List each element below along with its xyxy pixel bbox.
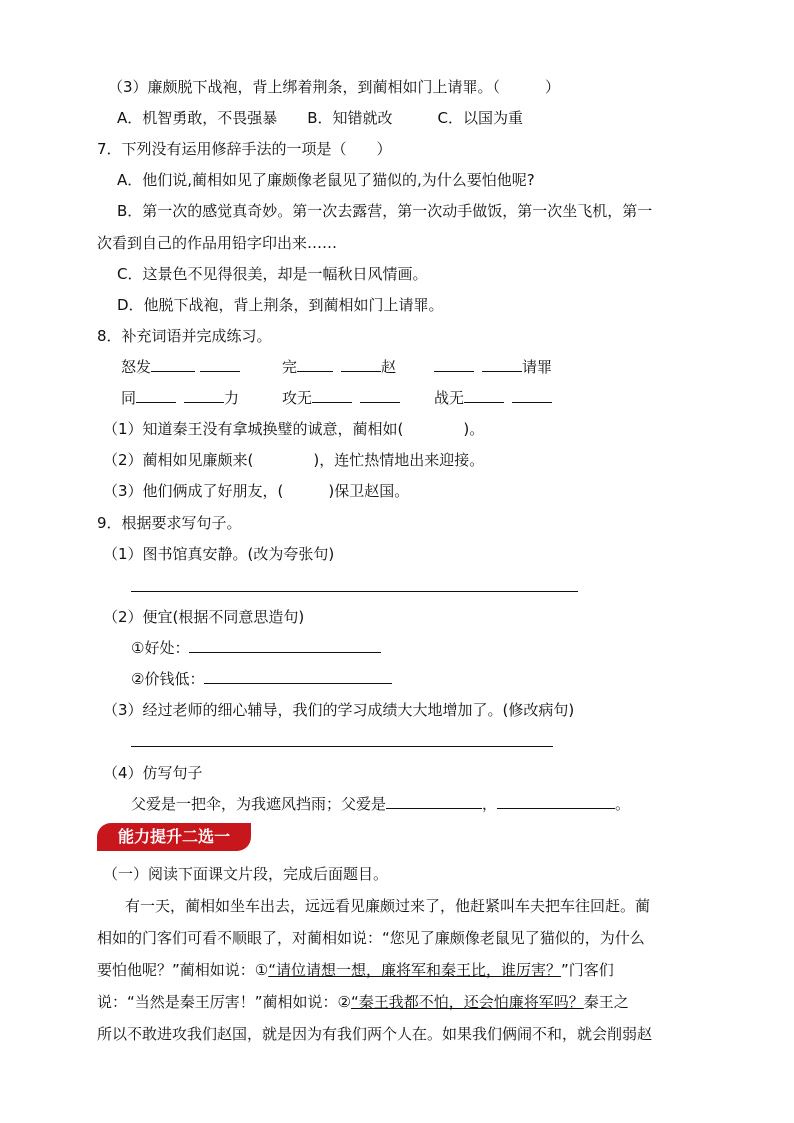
passage-line-1: 有一天，蔺相如坐车出去，远远看见廉颇过来了，他赶紧叫车夫把车往回赶。蔺 [125,897,651,915]
label-haochu: ①好处： [131,639,190,657]
blank[interactable] [136,388,176,403]
q9-imitation [131,794,630,814]
label-jiaqiandi: ②价钱低： [131,670,205,688]
underlined-sentence-1: “请位请想一想，廉将军和秦王比，谁厉害？ [268,961,562,979]
blank[interactable] [151,357,195,372]
q8-word-wan [282,357,396,377]
word-zhanwu: 战无 [434,389,465,407]
q8-word-row-1 [121,357,240,377]
q7-option-d: D．他脱下战袍，背上荆条，到蔺相如门上请罪。 [117,296,444,314]
word-gongwu: 攻无 [282,389,313,407]
q7-option-b-line2: 次看到自己的作品用铅字印出来…… [97,234,338,252]
q8-word-gongwu [282,388,400,408]
word-qingzui: 请罪 [522,358,553,376]
q8-sentence-3: （3）他们俩成了好朋友，( )保卫赵国。 [103,482,410,500]
q6-3-stem: （3）廉颇脱下战袍，背上绑着荆条，到蔺相如门上请罪。（ ） [108,78,561,96]
blank[interactable] [512,388,552,403]
period: 。 [615,795,631,813]
passage-line-5: 所以不敢进攻我们赵国，就是因为有我们两个人在。如果我们俩闹不和，就会削弱赵 [97,1025,653,1043]
answer-blank-haochu[interactable] [189,638,381,653]
reading-intro: （一）阅读下面课文片段，完成后面题目。 [103,865,389,883]
passage-line-3 [97,960,614,980]
q9-sentence-2a [131,638,381,658]
passage-text: 要怕他呢？”蔺相如说：① [97,961,269,979]
blank[interactable] [360,388,400,403]
q8-word-zhanwu [434,388,552,408]
q8-word-tong [121,388,239,408]
q9-sentence-3: （3）经过老师的细心辅导，我们的学习成绩大大地增加了。(修改病句) [103,701,575,719]
q9-sentence-4: （4）仿写句子 [103,764,203,782]
section-badge: 能力提升二选一 [97,823,251,851]
q8-word-qingzui [434,357,552,377]
passage-line-4 [97,992,629,1012]
blank[interactable] [184,388,224,403]
q8-sentence-1: （1）知道秦王没有拿城换璧的诚意，蔺相如( )。 [103,420,485,438]
word-tong: 同 [121,389,137,407]
q8-stem: 8．补充词语并完成练习。 [97,327,272,345]
comma: ， [482,795,498,813]
blank[interactable] [297,357,333,372]
q7-option-c: C．这景色不见得很美，却是一幅秋日风情画。 [117,265,428,283]
underlined-sentence-2: “秦王我都不怕，还会怕廉将军吗？ [351,993,584,1011]
word-wan: 完 [282,358,298,376]
blank[interactable] [482,357,522,372]
imitation-blank-2[interactable] [497,794,615,809]
answer-blank-jiaqiandi[interactable] [204,669,392,684]
passage-text: 说：“当然是秦王厉害！”蔺相如说：② [97,993,351,1011]
answer-line-1[interactable] [131,591,578,592]
blank[interactable] [434,357,474,372]
q6-3-options: A．机智勇敢，不畏强暴 B．知错就改 C．以国为重 [117,109,524,127]
imitation-blank-1[interactable] [386,794,482,809]
q7-option-a: A．他们说,蔺相如见了廉颇像老鼠见了猫似的,为什么要怕他呢? [117,171,535,189]
word-nufa: 怒发 [121,358,152,376]
blank[interactable] [312,388,352,403]
word-zhao: 赵 [381,358,397,376]
answer-line-3[interactable] [131,746,553,747]
q7-option-b-line1: B．第一次的感觉真奇妙。第一次去露营，第一次动手做饭，第一次坐飞机，第一 [117,202,653,220]
q9-sentence-2: （2）便宜(根据不同意思造句) [103,608,305,626]
word-li: 力 [224,389,240,407]
passage-text: 秦王之 [583,993,629,1011]
q7-stem: 7．下列没有运用修辞手法的一项是（ ） [97,140,392,158]
blank[interactable] [341,357,381,372]
q9-sentence-2b [131,669,392,689]
blank[interactable] [464,388,504,403]
passage-text: ”门客们 [561,961,614,979]
blank[interactable] [200,357,240,372]
q8-sentence-2: （2）蔺相如见廉颇来( )，连忙热情地出来迎接。 [103,451,485,469]
q9-sentence-1: （1）图书馆真安静。(改为夸张句) [103,545,335,563]
passage-line-2: 相如的门客们可看不顺眼了，对蔺相如说：“您见了廉颇像老鼠见了猫似的，为什么 [97,929,645,947]
q9-stem: 9．根据要求写句子。 [97,514,242,532]
imitation-text: 父爱是一把伞，为我遮风挡雨；父爱是 [131,795,387,813]
